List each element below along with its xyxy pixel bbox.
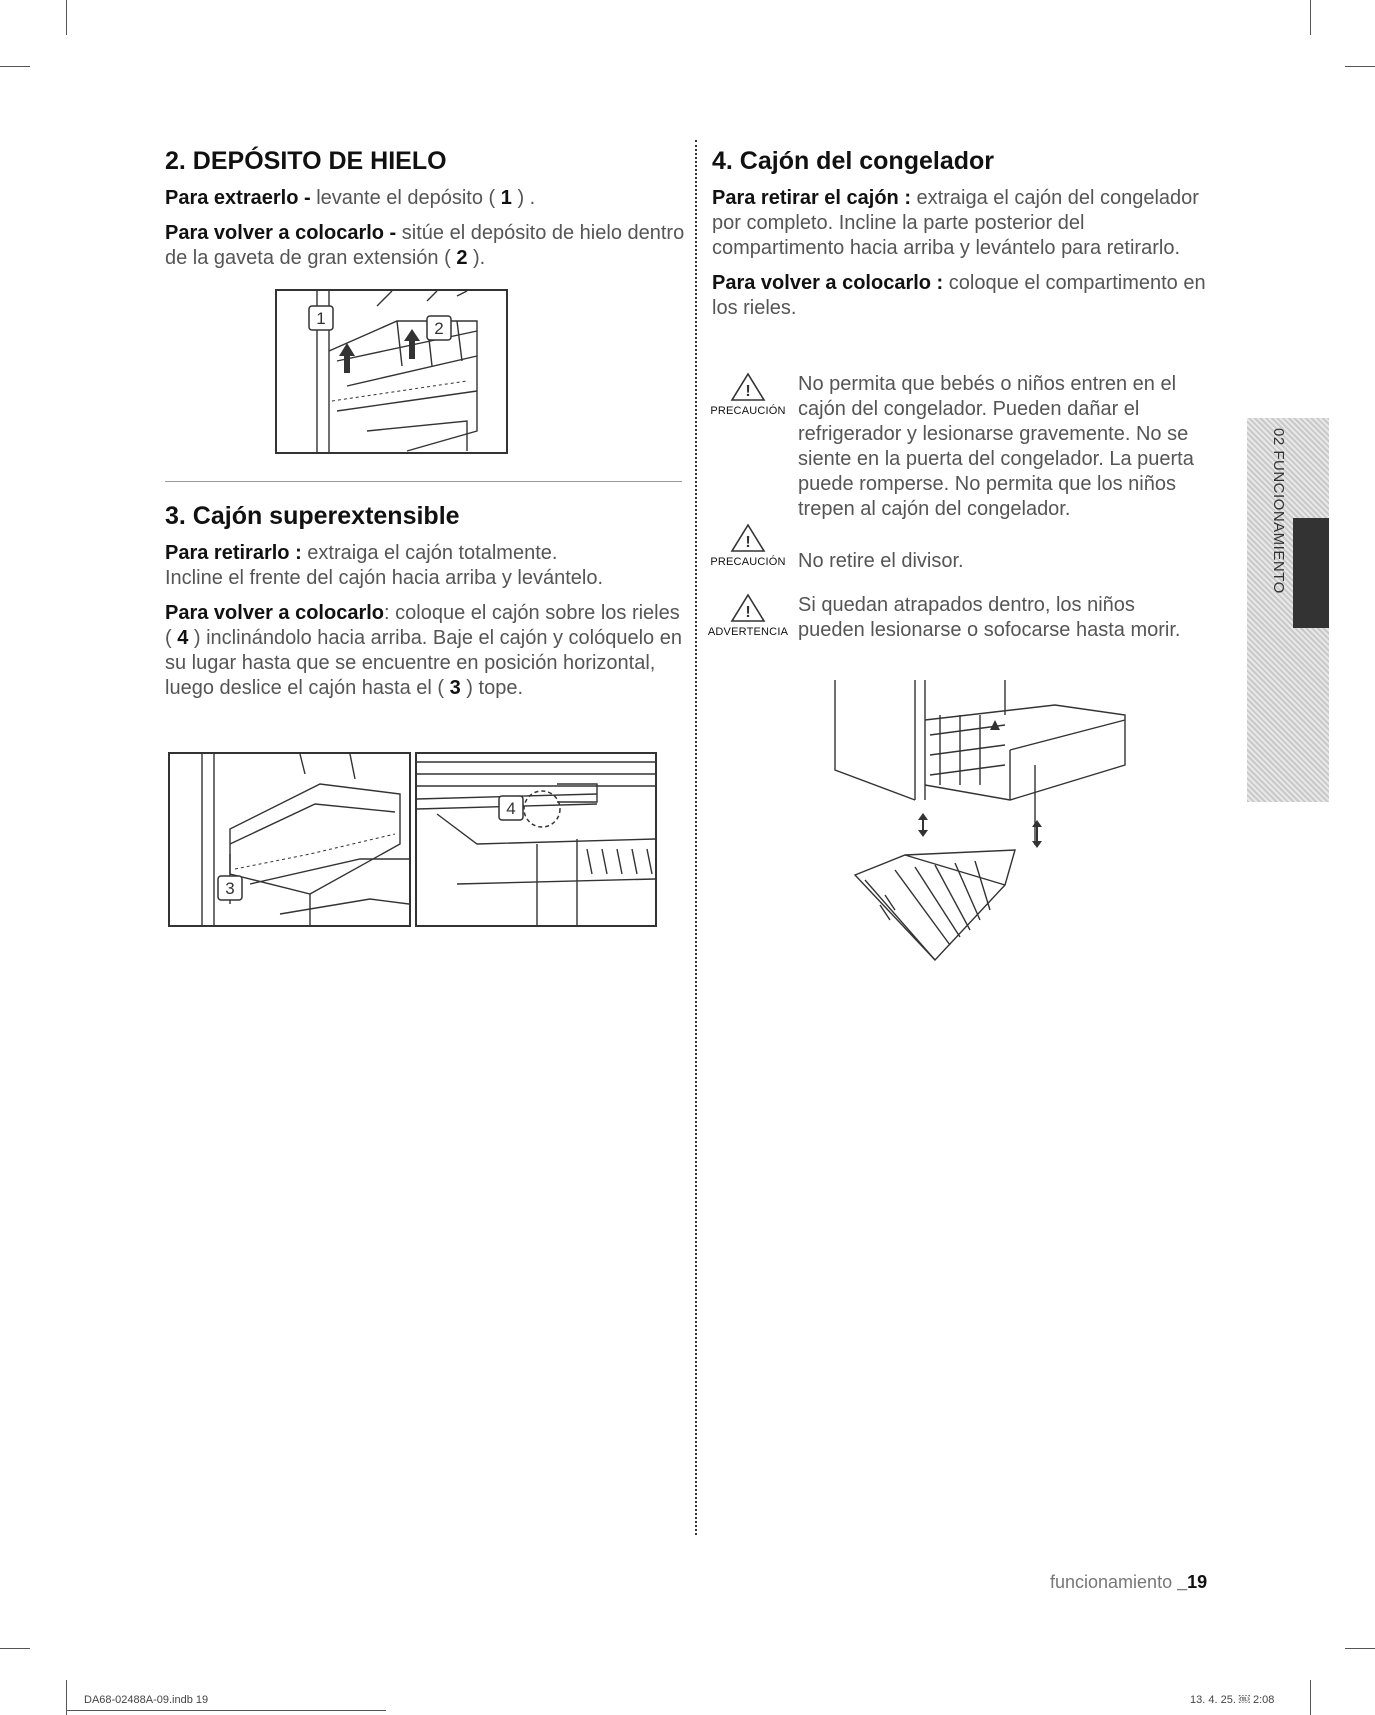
- svg-text:!: !: [745, 604, 751, 621]
- baseline-rule: [66, 1710, 386, 1711]
- text: ) .: [511, 187, 536, 209]
- text: extraiga el cajón del congelador por completo. Incline la parte posterior del compartimento hacia arriba y levántelo para retirarlo.: [712, 187, 1199, 259]
- warning-caution-children: [698, 372, 1218, 522]
- paragraph-retirar: [712, 186, 1222, 261]
- footer-section: funcionamiento: [1050, 1572, 1178, 1592]
- ref-number: 4: [177, 627, 189, 649]
- warning-triangle-icon: [730, 593, 766, 623]
- ice-bin-drawing: [277, 291, 506, 452]
- text: ) tope.: [460, 677, 524, 699]
- ice-bin-illustration: [275, 289, 508, 454]
- crop-mark: [0, 66, 30, 67]
- bold-label: Para volver a colocarlo: [165, 602, 385, 624]
- section-title: 3. Cajón superextensible: [165, 502, 460, 530]
- text: : coloque el cajón sobre los rieles (: [165, 602, 680, 649]
- paragraph-colocar: [712, 271, 1222, 321]
- chapter-marker: [1293, 518, 1329, 628]
- paragraph-extraer: [165, 186, 685, 211]
- chapter-side-tab: [1247, 418, 1329, 802]
- section-cajon-superextensible: [165, 502, 685, 711]
- ref-number: 2: [456, 247, 468, 269]
- drawer-illustration-right: [415, 752, 657, 927]
- warning-label: ADVERTENCIA: [707, 626, 789, 638]
- text: Incline el frente del cajón hacia arriba y levántelo.: [165, 567, 604, 589]
- print-info-right: 13. 4. 25. ￼ 2:08: [1190, 1694, 1275, 1706]
- text: levante el depósito (: [316, 187, 501, 209]
- warning-symbol: [698, 593, 798, 643]
- section-title: 4. Cajón del congelador: [712, 147, 994, 175]
- crop-mark: [0, 1648, 30, 1649]
- warning-symbol: [698, 372, 798, 522]
- chapter-label: 02 FUNCIONAMIENTO: [1270, 428, 1287, 594]
- warning-text: Si quedan atrapados dentro, los niños pueden lesionarse o sofocarse hasta morir.: [798, 594, 1181, 641]
- warning-triangle-icon: [730, 523, 766, 553]
- column-divider: [695, 140, 697, 1535]
- section-divider: [165, 481, 682, 482]
- warning-caution-divider: [698, 523, 1218, 574]
- callout-3: 3: [225, 879, 235, 898]
- page-number: _19: [1177, 1572, 1208, 1592]
- warning-text: No permita que bebés o niños entren en el cajón del congelador. Pueden dañar el refrigerador y lesionarse gravemente. No se siente en la puerta del congelador. La puerta puede romperse. No permita que los niños trepen al cajón del congelador.: [798, 373, 1194, 520]
- callout-2: 2: [434, 319, 444, 338]
- crop-mark: [1345, 1648, 1375, 1649]
- text: sitúe el depósito de hielo dentro de la gaveta de gran extensión (: [165, 222, 685, 269]
- crop-mark: [1345, 66, 1375, 67]
- drawer-drawing-left: [170, 754, 409, 925]
- section-cajon-congelador: [712, 147, 1222, 331]
- print-info-left: DA68-02488A-09.indb 19: [84, 1694, 209, 1706]
- warning-label: PRECAUCIÓN: [710, 405, 786, 417]
- ref-number: 3: [449, 677, 461, 699]
- section-title: 2. DEPÓSITO DE HIELO: [165, 147, 447, 175]
- bold-label: Para extraerlo -: [165, 187, 317, 209]
- warning-label: PRECAUCIÓN: [710, 556, 786, 568]
- crop-mark: [1310, 0, 1311, 35]
- paragraph-retirar: [165, 541, 685, 591]
- bold-label: Para volver a colocarlo -: [165, 222, 402, 244]
- freezer-drawer-illustration: [815, 675, 1135, 975]
- text: coloque el compartimento en los rieles.: [712, 272, 1206, 319]
- callout-1: 1: [316, 309, 326, 328]
- bold-label: Para volver a colocarlo :: [712, 272, 949, 294]
- bold-label: Para retirar el cajón :: [712, 187, 917, 209]
- freezer-drawer-drawing: [815, 675, 1135, 975]
- bold-label: Para retirarlo :: [165, 542, 308, 564]
- warning-danger-suffocation: [698, 593, 1218, 643]
- warning-symbol: [698, 523, 798, 574]
- drawer-illustration-left: [168, 752, 411, 927]
- svg-text:!: !: [745, 383, 751, 400]
- warning-triangle-icon: [730, 372, 766, 402]
- section-deposito-hielo: [165, 147, 685, 281]
- paragraph-colocar: [165, 601, 685, 701]
- warning-text: No retire el divisor.: [798, 550, 964, 572]
- page-footer: [1050, 1572, 1207, 1593]
- drawer-drawing-right: [417, 754, 655, 925]
- callout-4: 4: [506, 799, 516, 818]
- svg-text:!: !: [745, 534, 751, 551]
- text: extraiga el cajón totalmente.: [307, 542, 558, 564]
- text: ) inclinándolo hacia arriba. Baje el cajón y colóquelo en su lugar hasta que se encuentre en posición horizontal, luego deslice el cajón hasta el (: [165, 627, 682, 699]
- text: ).: [467, 247, 486, 269]
- paragraph-colocar: [165, 221, 685, 271]
- crop-mark: [66, 0, 67, 35]
- ref-number: 1: [500, 187, 512, 209]
- crop-mark: [1310, 1680, 1311, 1715]
